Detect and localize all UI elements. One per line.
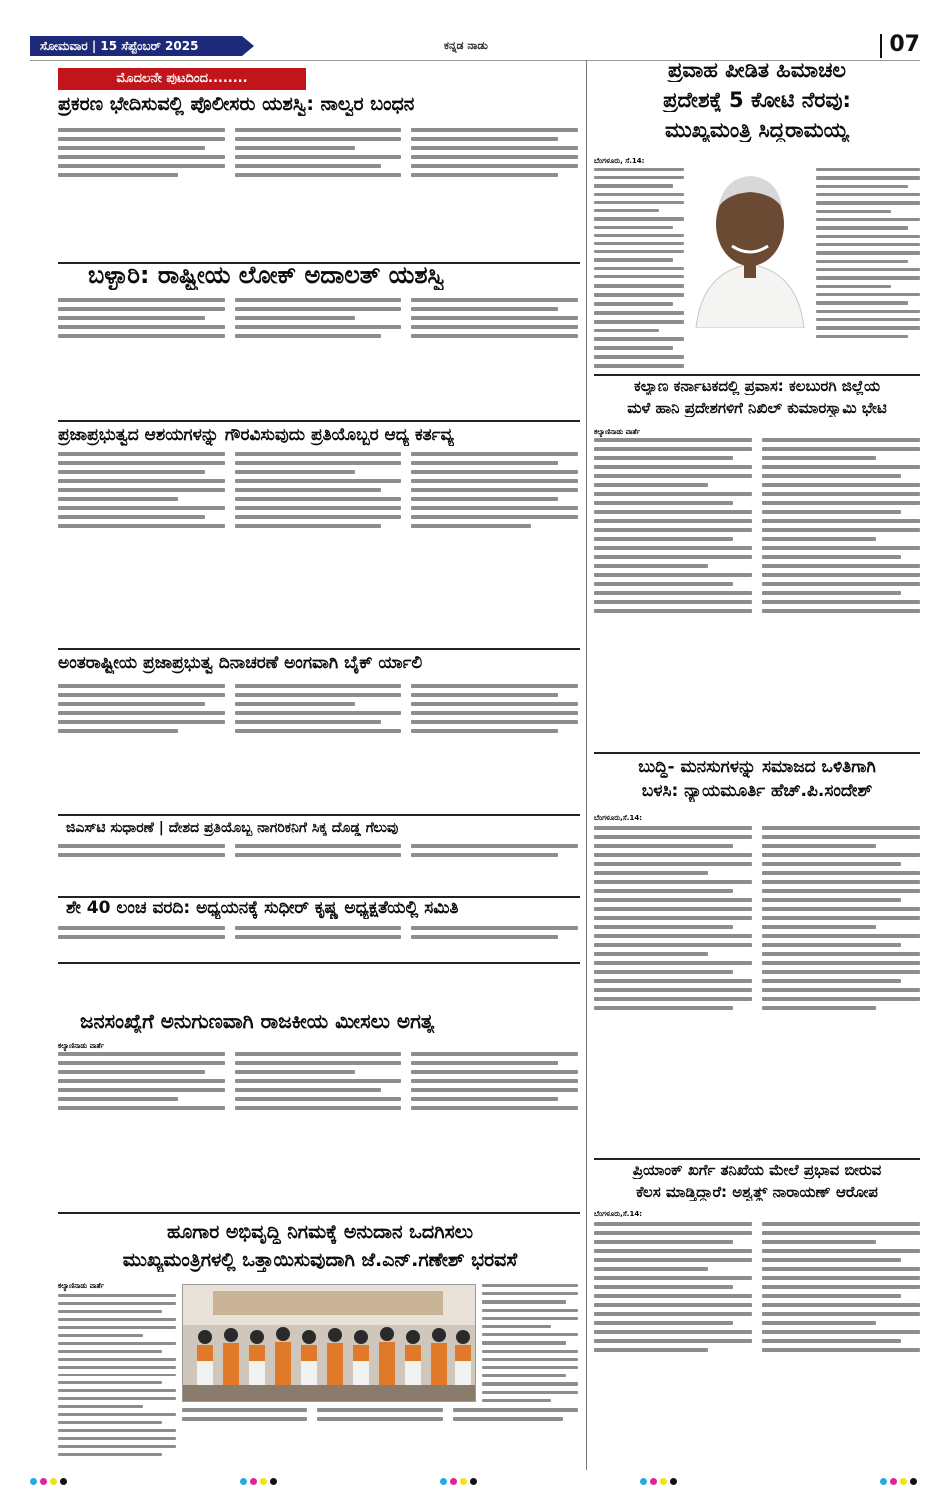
- registration-marks: [440, 1478, 480, 1488]
- rule: [58, 814, 580, 816]
- headline-priyank-2: ಕೆಲಸ ಮಾಡ್ತಿದ್ದಾರೆ: ಅಶ್ವತ್ಥ್ ನಾರಾಯಣ್ ಆರೋಪ: [636, 1184, 878, 1201]
- rule: [58, 896, 580, 898]
- headline-nikhil-2: ಮಳೆ ಹಾನಿ ಪ್ರದೇಶಗಳಿಗೆ ನಿಖಿಲ್ ಕುಮಾರಸ್ವಾಮಿ ಭೇಟಿ: [627, 400, 887, 417]
- headline-40-percent: ಶೇ 40 ಲಂಚ ವರದಿ: ಅಧ್ಯಯನಕ್ಕೆ ಸುಧೀರ್ ಕೃಷ್ಣ ಅಧ್ಯಕ್ಷತೆಯಲ್ಲಿ ಸಮಿತಿ: [66, 899, 459, 918]
- registration-marks: [640, 1478, 680, 1488]
- rule: [594, 1158, 920, 1160]
- page-number: 07: [889, 32, 920, 57]
- headline-priyank-1: ಪ್ರಿಯಾಂಕ್ ಖರ್ಗೆ ತನಿಖೆಯ ಮೇಲೆ ಪ್ರಭಾವ ಬೀರುವ: [632, 1162, 882, 1179]
- headline-himachal-3: ಮುಖ್ಯಮಂತ್ರಿ ಸಿದ್ದರಾಮಯ್ಯ: [665, 118, 849, 142]
- paper-name: ಕನ್ನಡ ನಾಡು: [444, 39, 488, 52]
- dateline: ಕಲ್ಯಾಣಿನಾಡು ವಾರ್ತೆ: [594, 428, 643, 437]
- registration-marks: [240, 1478, 280, 1488]
- headline-buddhi-2: ಬಳಸಿ: ನ್ಯಾಯಮೂರ್ತಿ ಹೆಚ್.ಪಿ.ಸಂದೇಶ್: [641, 782, 873, 801]
- rule: [58, 962, 580, 964]
- issue-date: ಸೋಮವಾರ | 15 ಸೆಪ್ಟೆಂಬರ್ 2025: [30, 36, 242, 56]
- dateline: ಬೆಂಗಳೂರು,ಸೆ.14:: [594, 1210, 645, 1219]
- article-body-himachal-bottom: [594, 284, 684, 368]
- article-body-buddhi: [594, 826, 920, 1156]
- article-body-hoogara-right: [482, 1284, 578, 1402]
- page-number-divider: [880, 34, 882, 58]
- headline-janasankhye: ಜನಸಂಖ್ಯೆಗೆ ಅನುಗುಣವಾಗಿ ರಾಜಕೀಯ ಮೀಸಲು ಅಗತ್ಯ: [80, 1010, 435, 1033]
- rule: [58, 420, 580, 422]
- article-body-hoogara-left: [58, 1294, 176, 1456]
- rule: [594, 752, 920, 754]
- article-body-bike-rally: [58, 684, 578, 812]
- dateline: ಕಲ್ಯಾಣಿನಾಡು ವಾರ್ತೆ: [58, 1042, 107, 1051]
- headline-bike-rally: ಅಂತರಾಷ್ಟ್ರೀಯ ಪ್ರಜಾಪ್ರಭುತ್ವ ದಿನಾಚರಣೆ ಅಂಗವಾಗಿ ಬೈಕ್ ರ್ಯಾಲಿ: [58, 654, 423, 673]
- headline-buddhi-1: ಬುದ್ಧಿ- ಮನಸುಗಳನ್ನು ಸಮಾಜದ ಒಳಿತಿಗಾಗಿ: [638, 758, 876, 777]
- article-body-lok-adalat: [58, 298, 578, 416]
- dateline: ಬೆಂಗಳೂರು, ಸೆ.14:: [594, 157, 647, 166]
- headline-prajaprabhutva: ಪ್ರಜಾಪ್ರಭುತ್ವದ ಆಶಯಗಳನ್ನು ಗೌರವಿಸುವುದು ಪ್ರತಿಯೊಬ್ಬರ ಆದ್ಯ ಕರ್ತವ್ಯ: [58, 426, 454, 445]
- dateline: ಬೆಂಗಳೂರು,ಸೆ.14:: [594, 814, 645, 823]
- headline-himachal-1: ಪ್ರವಾಹ ಪೀಡಿತ ಹಿಮಾಚಲ: [667, 58, 847, 82]
- article-body-gst: [58, 844, 578, 894]
- headline-nikhil-1: ಕಲ್ಯಾಣ ಕರ್ನಾಟಕದಲ್ಲಿ ಪ್ರವಾಸ: ಕಲಬುರಗಿ ಜಿಲ್ಲೆಯ: [633, 378, 881, 395]
- headline-police: ಪ್ರಕರಣ ಭೇದಿಸುವಲ್ಲಿ ಪೊಲೀಸರು ಯಶಸ್ವಿ: ನಾಲ್ವರ ಬಂಧನ: [58, 94, 415, 115]
- article-body-prajaprabhutva: [58, 452, 578, 646]
- article-body-hoogara-bottom: [182, 1408, 578, 1458]
- column-divider: [586, 60, 587, 1470]
- event-illustration: [183, 1285, 476, 1402]
- headline-gst: ಜಿಎಸ್‌ಟಿ ಸುಧಾರಣೆ | ದೇಶದ ಪ್ರತಿಯೊಬ್ಬ ನಾಗರಿಕನಿಗೆ ಸಿಕ್ಕ ದೊಡ್ಡ ಗೆಲುವು: [66, 820, 399, 836]
- registration-marks-left: [30, 1478, 70, 1488]
- portrait-illustration: [688, 160, 812, 328]
- article-body-priyank: [594, 1222, 920, 1458]
- event-photo: [182, 1284, 476, 1402]
- article-body-nikhil: [594, 438, 920, 750]
- masthead: [30, 32, 920, 58]
- article-body-police: [58, 128, 578, 260]
- headline-hoogara-1: ಹೂಗಾರ ಅಭಿವೃದ್ಧಿ ನಿಗಮಕ್ಕೆ ಅನುದಾನ ಒದಗಿಸಲು: [166, 1222, 474, 1243]
- article-body-himachal-right: [816, 168, 920, 338]
- headline-lok-adalat: ಬಳ್ಳಾರಿ: ರಾಷ್ಟ್ರೀಯ ಲೋಕ್ ಅದಾಲತ್ ಯಶಸ್ವಿ: [88, 262, 445, 289]
- dateline: ಕಲ್ಯಾಣಿನಾಡು ವಾರ್ತೆ: [58, 1282, 107, 1291]
- rule: [594, 374, 920, 376]
- article-body-40-percent: [58, 926, 578, 960]
- article-body-himachal-left: [594, 168, 684, 278]
- rule: [58, 1212, 580, 1214]
- headline-himachal-2: ಪ್ರದೇಶಕ್ಕೆ 5 ಕೋಟಿ ನೆರವು:: [663, 88, 851, 112]
- registration-marks-right: [880, 1478, 920, 1488]
- rule: [58, 648, 580, 650]
- section-banner: ಮೊದಲನೇ ಪುಟದಿಂದ........: [58, 68, 306, 90]
- article-body-janasankhye: [58, 1052, 578, 1210]
- cm-photo: [688, 160, 812, 328]
- headline-hoogara-2: ಮುಖ್ಯಮಂತ್ರಿಗಳಲ್ಲಿ ಒತ್ತಾಯಿಸುವುದಾಗಿ ಜೆ.ಎನ್.ಗಣೇಶ್ ಭರವಸೆ: [122, 1250, 518, 1271]
